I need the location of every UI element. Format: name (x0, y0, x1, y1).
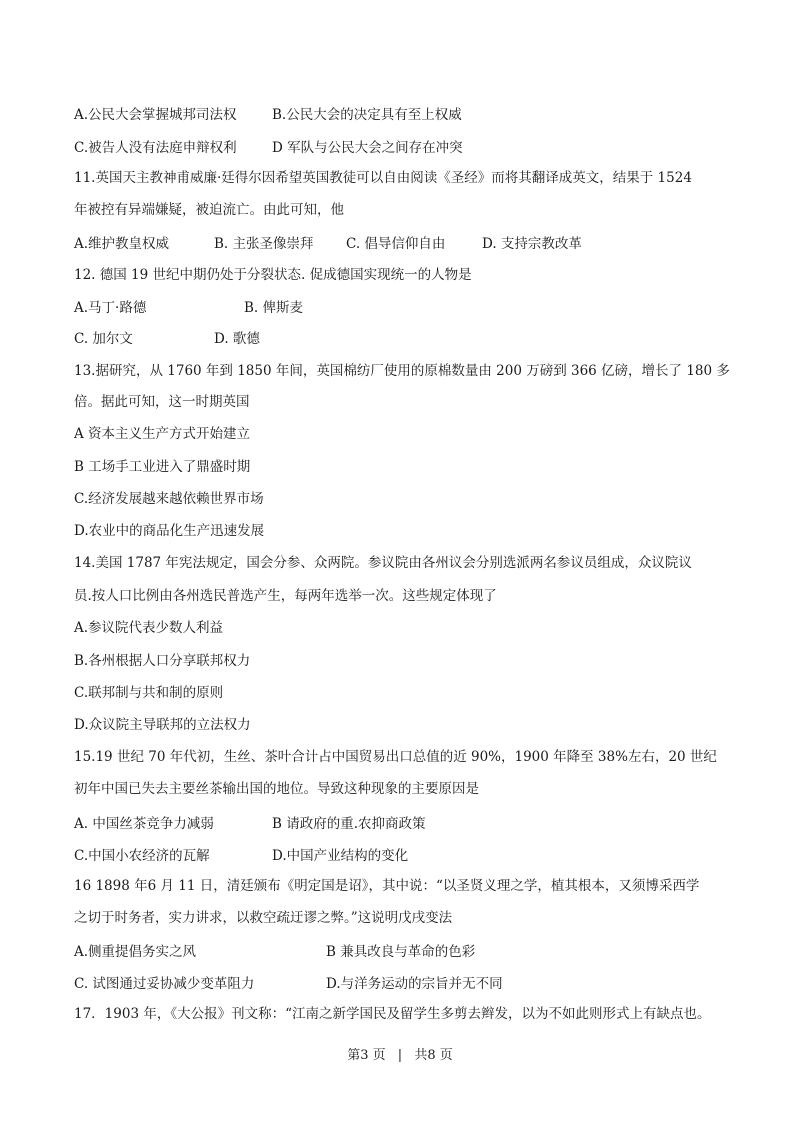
page-number: 第3 页 (347, 1048, 386, 1063)
q12-stem: 12. 德国 19 世纪中期仍处于分裂状态. 促成德国实现统一的人物是 (74, 267, 472, 283)
q10-option-a: A.公民大会掌握城邦司法权 (74, 107, 237, 123)
q14-option-a: A.参议院代表少数人利益 (74, 620, 224, 636)
q16-stem-line2: 之切于时务者，实力讲求，以救空疏迂谬之弊。”这说明戊戌变法 (74, 910, 453, 926)
q15-option-b: B 请政府的重.农抑商政策 (272, 816, 426, 832)
page-total: 共8 页 (414, 1048, 453, 1063)
q11-option-a: A.维护教皇权威 (74, 236, 170, 252)
q12-option-d: D. 歌德 (214, 331, 260, 347)
q12-option-c: C. 加尔文 (74, 331, 133, 347)
page-footer (0, 1046, 800, 1066)
footer-separator: | (397, 1048, 403, 1063)
q14-stem-line2: 员.按人口比例由各州选民普选产生，每两年选举一次。这些规定体现了 (74, 588, 497, 604)
q11-option-b: B. 主张圣像崇拜 (214, 236, 314, 252)
q13-stem-line1: 13.据研究，从 1760 年到 1850 年间，英国棉纺厂使用的原棉数量由 200 万磅到 366 亿磅，增长了 180 多 (74, 363, 730, 379)
q11-option-c: C. 倡导信仰自由 (346, 236, 446, 252)
q10-option-b: B.公民大会的决定具有至上权威 (272, 107, 462, 123)
q12-option-a: A.马丁·路德 (74, 300, 147, 316)
q15-stem-line2: 初年中国已失去主要丝茶输出国的地位。导致这种现象的主要原因是 (74, 781, 479, 797)
q16-option-c: C. 试图通过妥协减少变革阻力 (74, 976, 255, 992)
q15-stem-line1: 15.19 世纪 70 年代初，生丝、茶叶合计占中国贸易出口总值的近 90%，1900 年降至 38%左右，20 世纪 (74, 749, 717, 765)
q13-option-b: B 工场手工业进入了鼎盛时期 (74, 459, 251, 475)
q14-option-d: D.众议院主导联邦的立法权力 (74, 717, 251, 733)
q13-option-c: C.经济发展越来越依赖世界市场 (74, 491, 264, 507)
q15-option-d: D.中国产业结构的变化 (272, 848, 409, 864)
q15-option-c: C.中国小农经济的瓦解 (74, 848, 210, 864)
q14-option-b: B.各州根据人口分享联邦权力 (74, 653, 251, 669)
q11-stem-line1: 11.英国天主教神甫威廉·廷得尔因希望英国教徒可以自由阅读《圣经》而将其翻译成英文，结果于 1524 (74, 170, 692, 186)
q14-stem-line1: 14.美国 1787 年宪法规定，国会分参、众两院。参议院由各州议会分别选派两名参议员组成，众议院议 (74, 555, 692, 571)
q13-option-d: D.农业中的商品化生产迅速发展 (74, 523, 265, 539)
q15-option-a: A. 中国丝茶竞争力减弱 (74, 816, 214, 832)
q11-option-d: D. 支持宗教改革 (482, 236, 582, 252)
q11-stem-line2: 年被控有异端嫌疑，被迫流亡。由此可知，他 (74, 202, 344, 218)
q16-option-a: A.侧重提倡务实之风 (74, 944, 197, 960)
q16-stem-line1: 16 1898 年6 月 11 日，清廷颁布《明定国是诏》，其中说：“以圣贤义理之学，植其根本，又须博采西学 (74, 878, 700, 894)
q13-option-a: A 资本主义生产方式开始建立 (74, 426, 251, 442)
q10-option-d: D 军队与公民大会之间存在冲突 (272, 140, 463, 156)
q14-option-c: C.联邦制与共和制的原则 (74, 685, 224, 701)
q10-option-c: C.被告人没有法庭申辩权利 (74, 140, 237, 156)
q13-stem-line2: 倍。据此可知，这一时期英国 (74, 394, 250, 410)
q12-option-b: B. 俾斯麦 (244, 300, 304, 316)
q17-stem-line1: 17．1903 年，《大公报》刊文称：“江南之新学国民及留学生多剪去辫发，以为不如此则形式上有缺点也。 (74, 1006, 711, 1022)
q16-option-b: B 兼具改良与革命的色彩 (326, 944, 476, 960)
q16-option-d: D.与洋务运动的宗旨并无不同 (326, 976, 503, 992)
